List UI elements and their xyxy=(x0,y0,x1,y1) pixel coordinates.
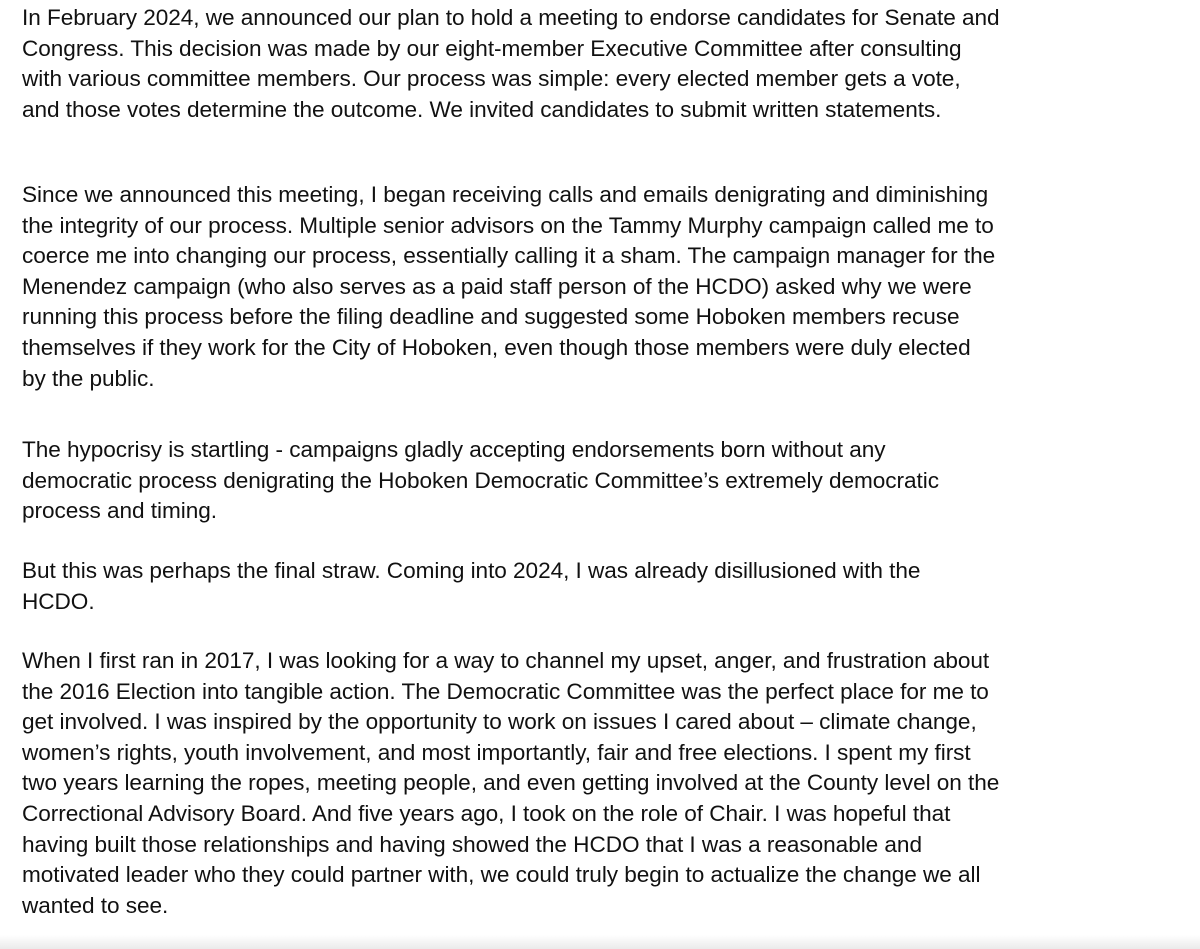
text-line: wanted to see. xyxy=(22,892,169,918)
text-line: democratic process denigrating the Hoboken Democratic Committee’s extremely democratic xyxy=(22,467,939,493)
text-line: Congress. This decision was made by our eight-member Executive Committee after consulting xyxy=(22,35,962,61)
paragraph-2 xyxy=(22,180,995,394)
text-line: The hypocrisy is startling - campaigns gladly accepting endorsements born without any xyxy=(22,437,886,462)
paragraph-4 xyxy=(22,556,920,617)
paragraph-5 xyxy=(22,646,999,921)
paragraph-1 xyxy=(22,3,1000,125)
text-line: Since we announced this meeting, I began receiving calls and emails denigrating and diminishing xyxy=(22,182,989,207)
text-line: Menendez campaign (who also serves as a paid staff person of the HCDO) asked why we were xyxy=(22,273,972,299)
text-line: two years learning the ropes, meeting people, and even getting involved at the County level on the xyxy=(22,770,1000,796)
text-line: When I first ran in 2017, I was looking for a way to channel my upset, anger, and frustration about xyxy=(22,648,990,673)
text-line: having built those relationships and having showed the HCDO that I was a reasonable and xyxy=(22,831,922,857)
bottom-edge-shade xyxy=(0,935,1200,949)
text-line: running this process before the filing deadline and suggested some Hoboken members recuse xyxy=(22,304,960,330)
text-line: the integrity of our process. Multiple senior advisors on the Tammy Murphy campaign called me to xyxy=(22,212,994,238)
text-line: HCDO. xyxy=(22,588,95,614)
text-line: Correctional Advisory Board. And five years ago, I took on the role of Chair. I was hopeful that xyxy=(22,800,951,826)
text-line: But this was perhaps the final straw. Coming into 2024, I was already disillusioned with the xyxy=(22,558,921,583)
text-line: by the public. xyxy=(22,365,155,391)
text-line: motivated leader who they could partner with, we could truly begin to actualize the change we all xyxy=(22,862,981,888)
text-line: process and timing. xyxy=(22,498,217,524)
paragraph-3 xyxy=(22,435,939,527)
text-line: coerce me into changing our process, essentially calling it a sham. The campaign manager for the xyxy=(22,243,996,269)
text-line: and those votes determine the outcome. We invited candidates to submit written statements. xyxy=(22,96,942,122)
text-line: In February 2024, we announced our plan to hold a meeting to endorse candidates for Senate and xyxy=(22,5,1000,30)
text-line: the 2016 Election into tangible action. The Democratic Committee was the perfect place for me to xyxy=(22,678,989,704)
text-line: get involved. I was inspired by the opportunity to work on issues I cared about – climate change, xyxy=(22,709,977,735)
text-line: women’s rights, youth involvement, and most importantly, fair and free elections. I spent my first xyxy=(22,739,971,765)
text-line: with various committee members. Our process was simple: every elected member gets a vote, xyxy=(22,66,961,92)
text-line: themselves if they work for the City of Hoboken, even though those members were duly elected xyxy=(22,334,971,360)
